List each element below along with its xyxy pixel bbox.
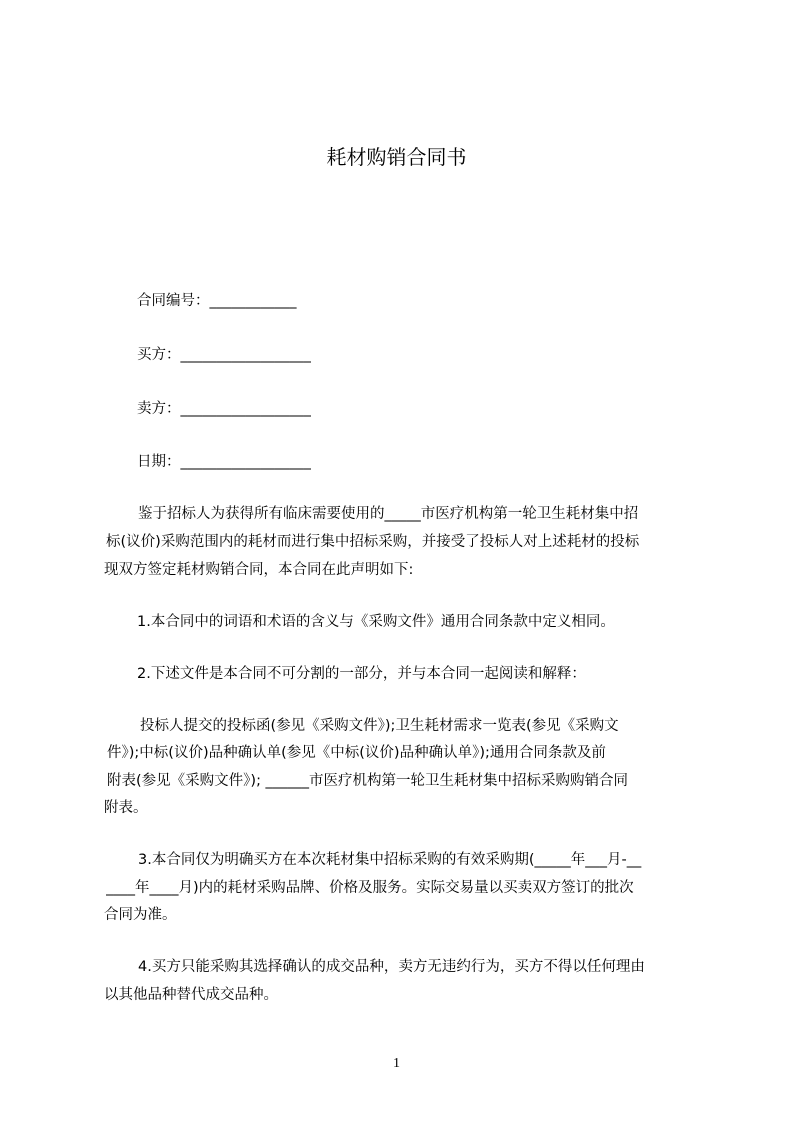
field-blank: ____________: [209, 293, 297, 309]
page-number: 1: [393, 1056, 400, 1071]
clause-3-line: 3.本合同仅为明确买方在本次耗材集中招标采购的有效采购期(_____年___月-__: [138, 852, 642, 868]
field-label: 日期：: [137, 454, 181, 470]
field-blank: __________________: [180, 401, 311, 417]
field-label: 买方：: [137, 347, 181, 363]
field-blank: __________________: [180, 454, 311, 470]
preamble-line: 标(议价)采购范围内的耗材而进行集中招标采购，并接受了投标人对上述耗材的投标: [106, 534, 640, 550]
document-list-line: 附表。: [104, 800, 148, 816]
buyer-field: [137, 346, 311, 364]
clause-4-line: 以其他品种替代成交品种。: [104, 987, 278, 1003]
field-label: 卖方：: [137, 401, 181, 417]
document-title: 耗材购销合同书: [326, 145, 467, 169]
document-list-line: 附表(参见《采购文件》); ______市医疗机构第一轮卫生耗材集中招标采购购销合同: [107, 773, 629, 789]
clause-1: 1.本合同中的词语和术语的含义与《采购文件》通用合同条款中定义相同。: [137, 614, 615, 630]
seller-field: [137, 400, 311, 418]
clause-3-line: ____年____月)内的耗材采购品牌、价格及服务。实际交易量以买卖双方签订的批次: [106, 880, 634, 896]
clause-3-line: 合同为准。: [104, 907, 177, 923]
contract-number-field: [137, 292, 297, 310]
clause-2: 2.下述文件是本合同不可分割的一部分，并与本合同一起阅读和解释：: [137, 666, 586, 682]
clause-4-line: 4.买方只能采购其选择确认的成交品种，卖方无违约行为，买方不得以任何理由: [138, 959, 645, 975]
field-label: 合同编号：: [137, 293, 210, 309]
field-blank: __________________: [180, 347, 311, 363]
document-list-line: 投标人提交的投标函(参见《采购文件》);卫生耗材需求一览表(参见《采购文: [140, 718, 619, 734]
preamble-line: 现双方签定耗材购销合同，本合同在此声明如下:: [104, 562, 414, 578]
document-list-line: 件》);中标(议价)品种确认单(参见《中标(议价)品种确认单》);通用合同条款及前: [107, 745, 606, 761]
date-field: [137, 453, 311, 471]
preamble-line: 鉴于招标人为获得所有临床需要使用的_____市医疗机构第一轮卫生耗材集中招: [138, 506, 639, 522]
